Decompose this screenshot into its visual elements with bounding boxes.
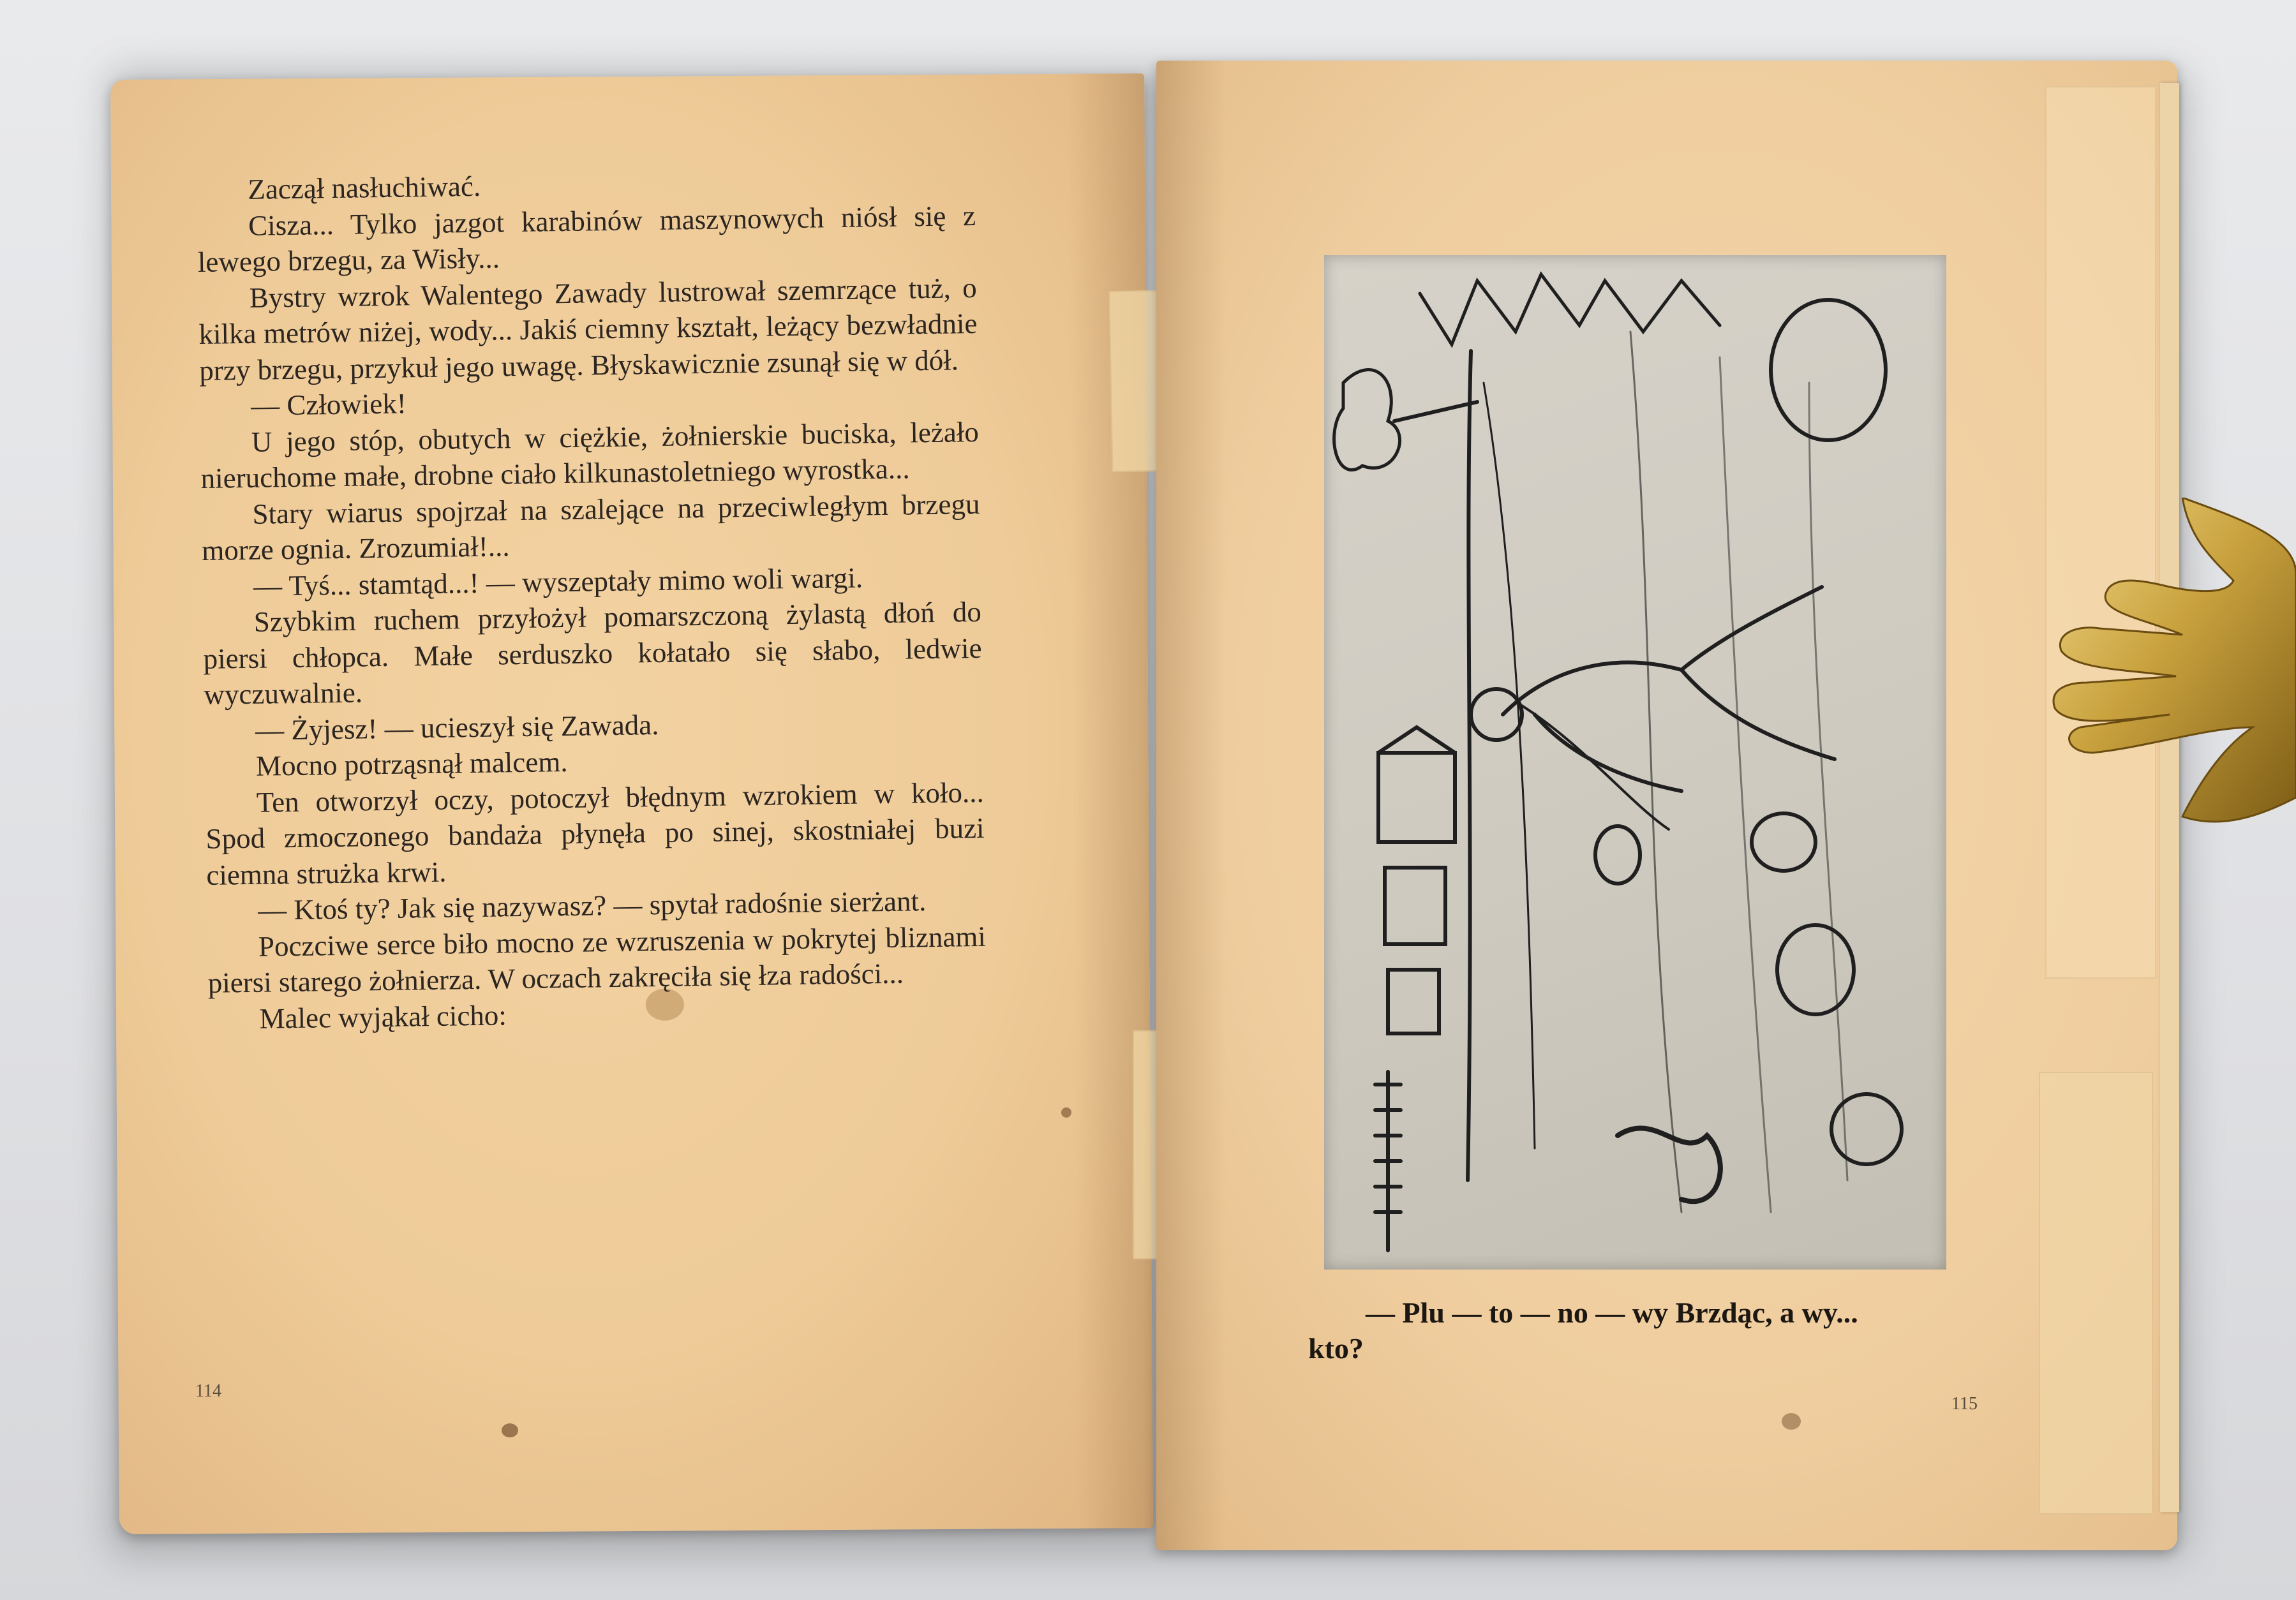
paragraph: Ten otworzył oczy, potoczył błędnym wzrokiem w koło... Spod zmoczonego bandaża płynęła po sinej, skostniałej buzi ciemna strużka krwi. bbox=[205, 776, 985, 891]
brass-hand-clip bbox=[2042, 498, 2296, 829]
paragraph: Malec wyjąkał cicho: bbox=[259, 998, 507, 1035]
paragraph: — Żyjesz! — ucieszył się Zawada. bbox=[255, 708, 659, 746]
paper-stain bbox=[1061, 1107, 1071, 1118]
caption-line-1: — Plu — to — no — wy Brzdąc, a wy... bbox=[1366, 1296, 1858, 1329]
illustration-drawing bbox=[1324, 255, 1946, 1270]
left-page-number: 114 bbox=[195, 1381, 221, 1401]
paragraph: Cisza... Tylko jazgot karabinów maszynowych niósł się z lewego brzegu, za Wisły... bbox=[197, 199, 976, 278]
paragraph: — Tyś... stamtąd...! — wyszeptały mimo woli wargi. bbox=[253, 561, 863, 602]
paragraph: Szybkim ruchem przyłożył pomarszczoną żylastą dłoń do piersi chłopca. Małe serduszko kołatało się słabo, ledwie wyczuwalnie. bbox=[203, 595, 982, 711]
right-page-number: 115 bbox=[1951, 1394, 1978, 1414]
paragraph: U jego stóp, obutych w ciężkie, żołnierskie buciska, leżało nieruchome małe, drobne ciało kilkunastoletniego wyrostka... bbox=[200, 415, 980, 494]
caption-line-2: kto? bbox=[1308, 1332, 1364, 1365]
paragraph: — Człowiek! bbox=[250, 387, 407, 422]
paragraph: Mocno potrząsnął malcem. bbox=[255, 745, 568, 782]
illustration-caption bbox=[1308, 1295, 1965, 1367]
tape-strip bbox=[2039, 1072, 2153, 1515]
book-illustration bbox=[1324, 255, 1946, 1270]
paper-stain bbox=[502, 1423, 518, 1437]
paragraph: Zaczął nasłuchiwać. bbox=[248, 170, 481, 205]
paragraph: Poczciwe serce biło mocno ze wzruszenia w pokrytej bliznami piersi starego żołnierza. W oczach zakręciła się łza radości... bbox=[207, 920, 987, 999]
brass-hand-icon bbox=[2042, 498, 2296, 829]
paper-stain bbox=[1782, 1413, 1801, 1430]
left-page-text bbox=[197, 161, 987, 1037]
paragraph: Bystry wzrok Walentego Zawady lustrował szemrzące tuż, o kilka metrów niżej, wody... Jakiś ciemny kształt, leżący bezwładnie przy brzegu, przykuł jego uwagę. Błyskawicznie zsunął się w dół. bbox=[198, 271, 978, 387]
paragraph: — Ktoś ty? Jak się nazywasz? — spytał radośnie sierżant. bbox=[257, 885, 927, 926]
paragraph: Stary wiarus spojrzał na szalejące na przeciwległym brzegu morze ognia. Zrozumiał!... bbox=[201, 487, 980, 567]
